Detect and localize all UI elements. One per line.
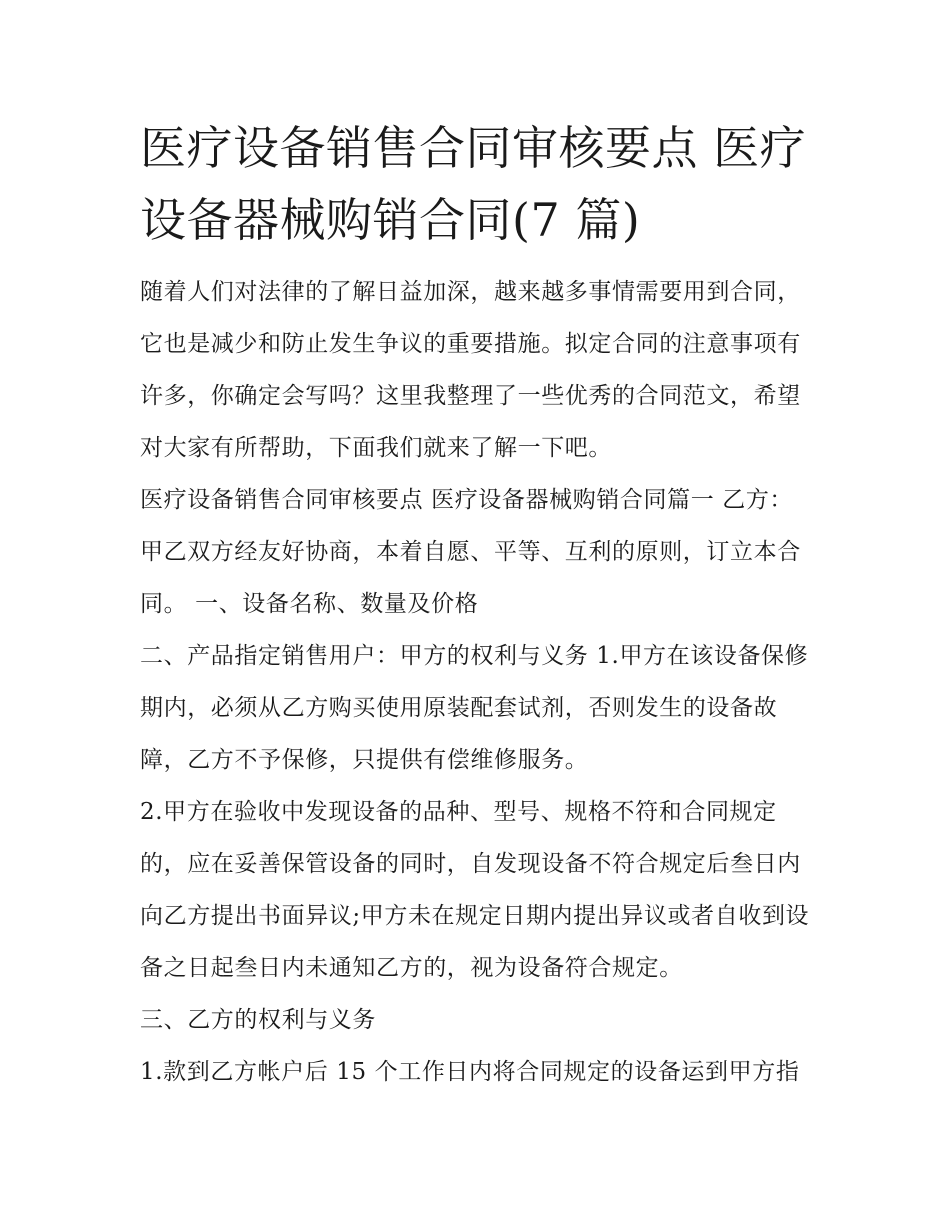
paragraph-section-two: 二、产品指定销售用户：甲方的权利与义务 1.甲方在该设备保修期内，必须从乙方购买使用原装配套试剂，否则发生的设备故障，乙方不予保修，只提供有偿维修服务。	[140, 643, 809, 773]
paragraph-contract-opening: 医疗设备销售合同审核要点 医疗设备器械购销合同篇一 乙方： 甲乙双方经友好协商，本着自愿、平等、互利的原则，订立本合同。 一、设备名称、数量及价格	[140, 487, 801, 617]
paragraph-item-one: 1.款到乙方帐户后 15 个工作日内将合同规定的设备运到甲方指	[140, 1059, 800, 1085]
document-page	[140, 112, 820, 1098]
paragraph-item-two: 2.甲方在验收中发现设备的品种、型号、规格不符和合同规定的，应在妥善保管设备的同时，自发现设备不符合规定后叁日内向乙方提出书面异议;甲方未在规定日期内提出异议或者自收到设备之日起叁日内未通知乙方的，视为设备符合规定。	[140, 799, 810, 981]
document-title: 医疗设备销售合同审核要点 医疗设备器械购销合同(7 篇)	[140, 121, 807, 247]
paragraph-intro: 随着人们对法律的了解日益加深，越来越多事情需要用到合同，它也是减少和防止发生争议的重要措施。拟定合同的注意事项有许多，你确定会写吗？这里我整理了一些优秀的合同范文，希望对大家有所帮助，下面我们就来了解一下吧。	[140, 279, 801, 461]
paragraph-section-three-heading: 三、乙方的权利与义务	[140, 1007, 376, 1033]
